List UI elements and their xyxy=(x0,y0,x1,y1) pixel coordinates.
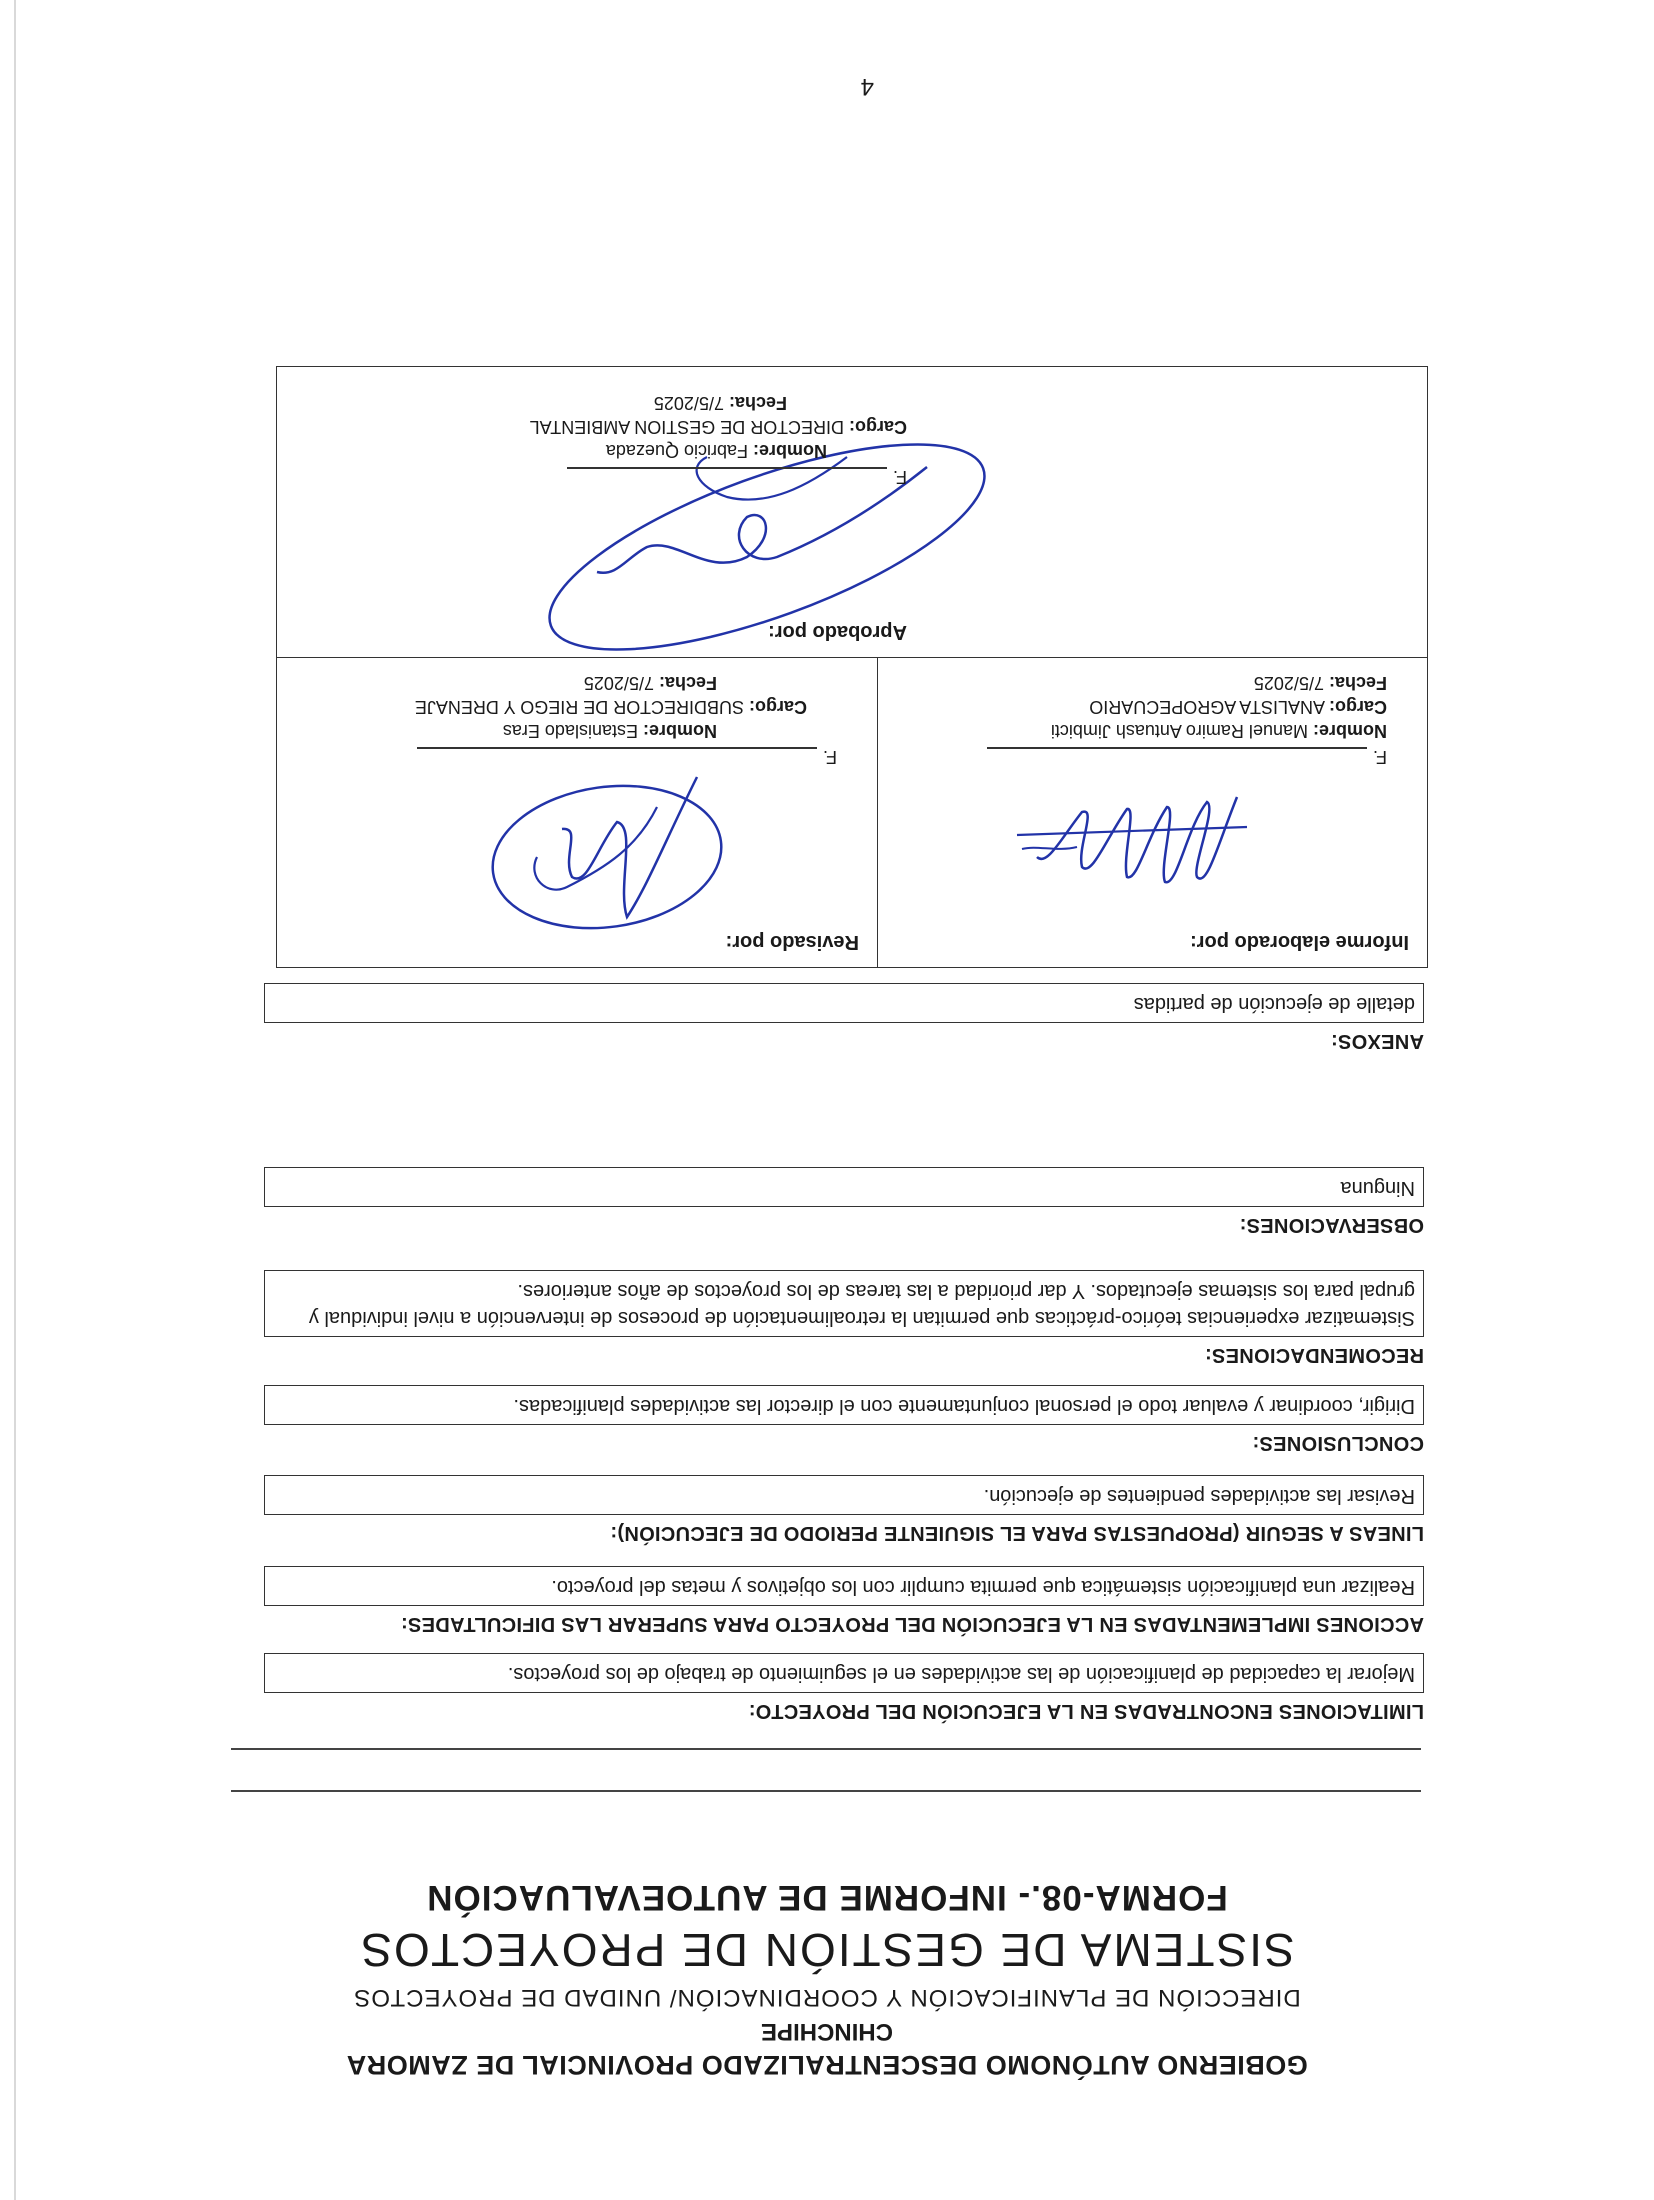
revisado-fecha: Fecha: 7/5/2025 xyxy=(583,673,717,693)
header-line-1: GOBIERNO AUTÓNOMO DESCENTRALIZADO PROVINCIAL DE ZAMORA xyxy=(346,2050,1308,2080)
signature-cell-aprobado xyxy=(277,367,1427,657)
section-text: Revisar las actividades pendientes de ejecución. xyxy=(264,1475,1424,1515)
aprobado-fecha: Fecha: 7/5/2025 xyxy=(653,393,787,413)
section-observaciones xyxy=(264,1167,1424,1236)
section-text: Dirigir, coordinar y evaluar todo el personal conjuntamente con el director las actividades planificadas. xyxy=(264,1385,1424,1425)
section-lineas xyxy=(264,1475,1424,1544)
section-text: Realizar una planificación sistemática que permita cumplir con los objetivos y metas del proyecto. xyxy=(264,1566,1424,1606)
signature-cell-revisado xyxy=(277,657,877,967)
elaborado-fecha: Fecha: 7/5/2025 xyxy=(1253,673,1387,693)
revisado-f-label: F. xyxy=(822,747,837,767)
signature-aprobado-image xyxy=(507,427,1027,657)
revisado-cargo: Cargo: SUBDIRECTOR DE RIEGO Y DRENAJE xyxy=(414,697,807,717)
section-title: OBSERVACIONES: xyxy=(1239,1214,1424,1236)
aprobado-signature-line xyxy=(567,468,887,470)
section-title: RECOMENDACIONES: xyxy=(1204,1344,1424,1366)
header-line-2: CHINCHIPE xyxy=(761,2018,894,2045)
section-title: LIMITACIONES ENCONTRADAS EN LA EJECUCIÓN DEL PROYECTO: xyxy=(748,1700,1424,1722)
section-title: CONCLUSIONES: xyxy=(1252,1432,1424,1454)
aprobado-f-label: F. xyxy=(892,467,907,487)
aprobado-title: Aprobado por: xyxy=(768,621,907,643)
elaborado-signature-line xyxy=(987,748,1367,750)
header-line-3: DIRECCIÓN DE PLANIFICACIÓN Y COORDINACIÓN/ UNIDAD DE PROYECTOS xyxy=(353,1984,1301,2011)
section-recomendaciones xyxy=(264,1270,1424,1366)
section-title: ANEXOS: xyxy=(1330,1030,1424,1052)
document-header xyxy=(0,1877,1654,2080)
revisado-nombre: Nombre: Estanislado Eras xyxy=(502,721,717,741)
form-title: FORMA-08.- INFORME DE AUTOEVALUACIÓN xyxy=(426,1878,1228,1917)
section-title: LINEAS A SEGUIR (PROPUESTAS PARA EL SIGUIENTE PERIODO DE EJECUCIÓN): xyxy=(610,1522,1424,1544)
section-text: Sistematizar experiencias teórico-prácticas que permitan la retroalimentación de procesos de intervención a nivel individual y grupal para los sistemas ejecutados. Y dar prioridad a las tareas de los proyectos de años anteriores. xyxy=(264,1270,1424,1337)
section-text: detalle de ejecución de partidas xyxy=(264,983,1424,1023)
section-anexos xyxy=(264,983,1424,1052)
header-rule-1 xyxy=(231,1790,1421,1792)
revisado-signature-line xyxy=(417,748,817,750)
elaborado-nombre: Nombre: Manuel Ramiro Antuash Jimbicti xyxy=(1050,721,1387,741)
signature-cell-elaborado xyxy=(877,657,1427,967)
signature-elaborado-image xyxy=(977,777,1277,907)
signature-table xyxy=(276,366,1428,968)
elaborado-title: Informe elaborado por: xyxy=(1190,931,1409,953)
aprobado-cargo: Cargo: DIRECTOR DE GESTION AMBIENTAL xyxy=(529,417,907,437)
signature-revisado-image xyxy=(457,757,777,947)
elaborado-f-label: F. xyxy=(1372,747,1387,767)
section-acciones xyxy=(264,1566,1424,1635)
system-title: SISTEMA DE GESTIÓN DE PROYECTOS xyxy=(359,1924,1295,1976)
section-text: Mejorar la capacidad de planificación de las actividades en el seguimiento de trabajo de los proyectos. xyxy=(264,1653,1424,1693)
section-conclusiones xyxy=(264,1385,1424,1454)
revisado-title: Revisado por: xyxy=(725,931,859,953)
aprobado-nombre: Nombre: Fabricio Quezada xyxy=(605,441,827,461)
page-number: 4 xyxy=(860,73,874,100)
header-rule-2 xyxy=(231,1748,1421,1750)
section-title: ACCIONES IMPLEMENTADAS EN LA EJECUCIÓN DEL PROYECTO PARA SUPERAR LAS DIFICULTADES: xyxy=(400,1613,1424,1635)
scan-edge-line xyxy=(14,0,16,2200)
elaborado-cargo: Cargo: ANALISTA AGROPECUARIO xyxy=(1089,697,1387,717)
section-limitaciones xyxy=(264,1653,1424,1722)
section-text: Ninguna xyxy=(264,1167,1424,1207)
